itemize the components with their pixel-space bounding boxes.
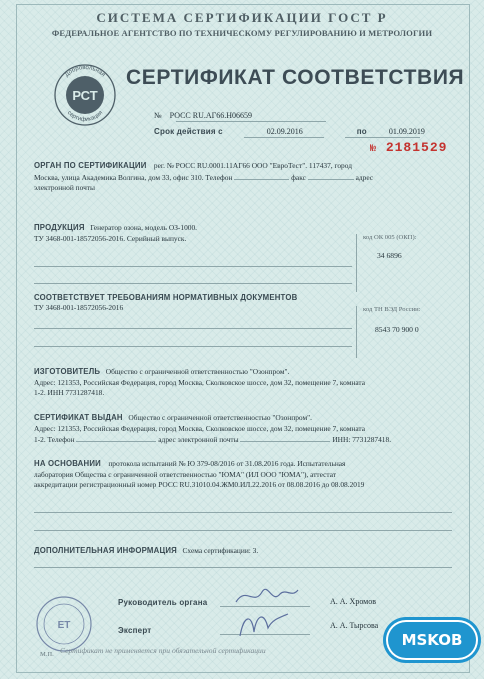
tnved-box xyxy=(356,306,452,358)
header-agency: ФЕДЕРАЛЬНОЕ АГЕНТСТВО ПО ТЕХНИЧЕСКОМУ РЕГУЛИРОВАНИЮ И МЕТРОЛОГИИ xyxy=(51,28,433,38)
additional-label: ДОПОЛНИТЕЛЬНАЯ ИНФОРМАЦИЯ xyxy=(34,546,177,555)
header-system: СИСТЕМА СЕРТИФИКАЦИИ ГОСТ Р xyxy=(96,10,388,25)
manufacturer-line1: Общество с ограниченной ответственностью "Озонпром". xyxy=(105,367,290,376)
issued-line2: Адрес: 121353, Российская Федерация, город Москва, Сколковское шоссе, дом 32, помещение 7, комната xyxy=(34,423,366,433)
head-name: А. А. Хромов xyxy=(330,597,377,606)
expert-label: Эксперт xyxy=(118,626,152,635)
logo-text-bottom: сертификация xyxy=(65,109,105,124)
organ-line1: рег. № РОСС RU.0001.11АГ66 ООО "ЕвроТест". 117437, город xyxy=(153,161,352,170)
serial-value: 2181529 xyxy=(385,140,448,155)
issued-line1: Общество с ограниченной ответственностью "Озонпром". xyxy=(128,413,312,422)
compliance-line1: ТУ 3468-001-18572056-2016 xyxy=(34,303,124,313)
cert-number-prefix: № xyxy=(154,111,162,120)
validity-to-label: по xyxy=(356,127,367,136)
manufacturer-line2: Адрес: 121353, Российская Федерация, город Москва, Сколковское шоссе, дом 32, помещение 7, комната xyxy=(34,377,366,387)
certificate-title: СЕРТИФИКАТ СООТВЕТСТВИЯ xyxy=(126,66,465,89)
tnved-value: 8543 70 900 0 xyxy=(375,325,419,334)
manufacturer-section xyxy=(34,366,454,399)
organ-line2-c: адрес xyxy=(355,172,374,182)
rst-logo-icon xyxy=(52,58,118,130)
organ-label: ОРГАН ПО СЕРТИФИКАЦИИ xyxy=(34,161,147,170)
validity-from: 02.09.2016 xyxy=(266,127,303,136)
logo-text-top: Добровольная xyxy=(64,64,106,79)
manufacturer-line3: 1-2. ИНН 7731287418. xyxy=(34,388,105,398)
product-section xyxy=(34,222,334,244)
validity-to: 01.09.2019 xyxy=(388,127,425,136)
stamp-icon xyxy=(34,594,94,654)
manufacturer-label: ИЗГОТОВИТЕЛЬ xyxy=(34,367,101,376)
basis-line1: протокола испытаний № Ю 379-08/2016 от 31.08.2016 года. Испытательная xyxy=(108,459,346,468)
organ-line2-a: Москва, улица Академика Волгина, дом 33, офис 310. Телефон xyxy=(34,172,233,182)
organ-line3: электронной почты xyxy=(34,183,95,193)
expert-name: А. А. Тырсова xyxy=(330,621,379,630)
mskob-badge[interactable]: MSKOB xyxy=(386,620,478,660)
cert-number xyxy=(154,110,252,121)
issued-line3-c: ИНН: 7731287418. xyxy=(332,435,392,445)
basis-section xyxy=(34,458,454,491)
serial-number xyxy=(370,140,447,155)
issued-line3-a: 1-2. Телефон xyxy=(34,435,75,445)
issued-section xyxy=(34,412,454,446)
organ-section xyxy=(34,160,444,194)
svg-text:ЕТ: ЕТ xyxy=(57,620,71,631)
issued-label: СЕРТИФИКАТ ВЫДАН xyxy=(34,413,123,422)
expert-signature-icon xyxy=(234,606,294,642)
product-line1: Генератор озона, модель ОЗ-1000. xyxy=(90,223,198,232)
basis-label: НА ОСНОВАНИИ xyxy=(34,459,101,468)
additional-section xyxy=(34,545,258,557)
organ-line2-b: факс xyxy=(291,172,306,182)
stamp-text: М.П. xyxy=(40,651,54,658)
logo-mark: РСТ xyxy=(72,88,98,103)
product-label: ПРОДУКЦИЯ xyxy=(34,223,85,232)
compliance-section xyxy=(34,292,364,314)
issued-line3-b: адрес электронной почты xyxy=(158,435,239,445)
basis-line2: лаборатория Общества с ограниченной ответственностью "ЮМА" (ИЛ ООО "ЮМА"), аттестат xyxy=(34,469,337,479)
serial-prefix: № xyxy=(370,144,378,155)
okp-caption: код ОК 005 (ОКП): xyxy=(363,234,417,241)
additional-text: Схема сертификации: 3. xyxy=(182,546,259,555)
okp-value: 34 6896 xyxy=(377,251,402,260)
basis-line3: аккредитации регистрационный номер РОСС RU.31010.04.ЖМ0.ИЛ.22.2016 от 08.08.2016 до 08.08.2019 xyxy=(34,480,365,490)
head-label: Руководитель органа xyxy=(118,598,208,607)
compliance-label: СООТВЕТСТВУЕТ ТРЕБОВАНИЯМ НОРМАТИВНЫХ ДОКУМЕНТОВ xyxy=(34,293,298,302)
tnved-caption: код ТН ВЭД России: xyxy=(363,306,421,313)
footer-note: Сертификат не применяется при обязательной сертификации xyxy=(60,646,266,655)
validity-label: Срок действия с xyxy=(154,127,223,136)
okp-box xyxy=(356,234,452,292)
validity xyxy=(154,126,425,137)
cert-number-value: РОСС RU.АГ66.Н06659 xyxy=(169,111,253,120)
product-line2: ТУ 3468-001-18572056-2016. Серийный выпуск. xyxy=(34,233,187,243)
